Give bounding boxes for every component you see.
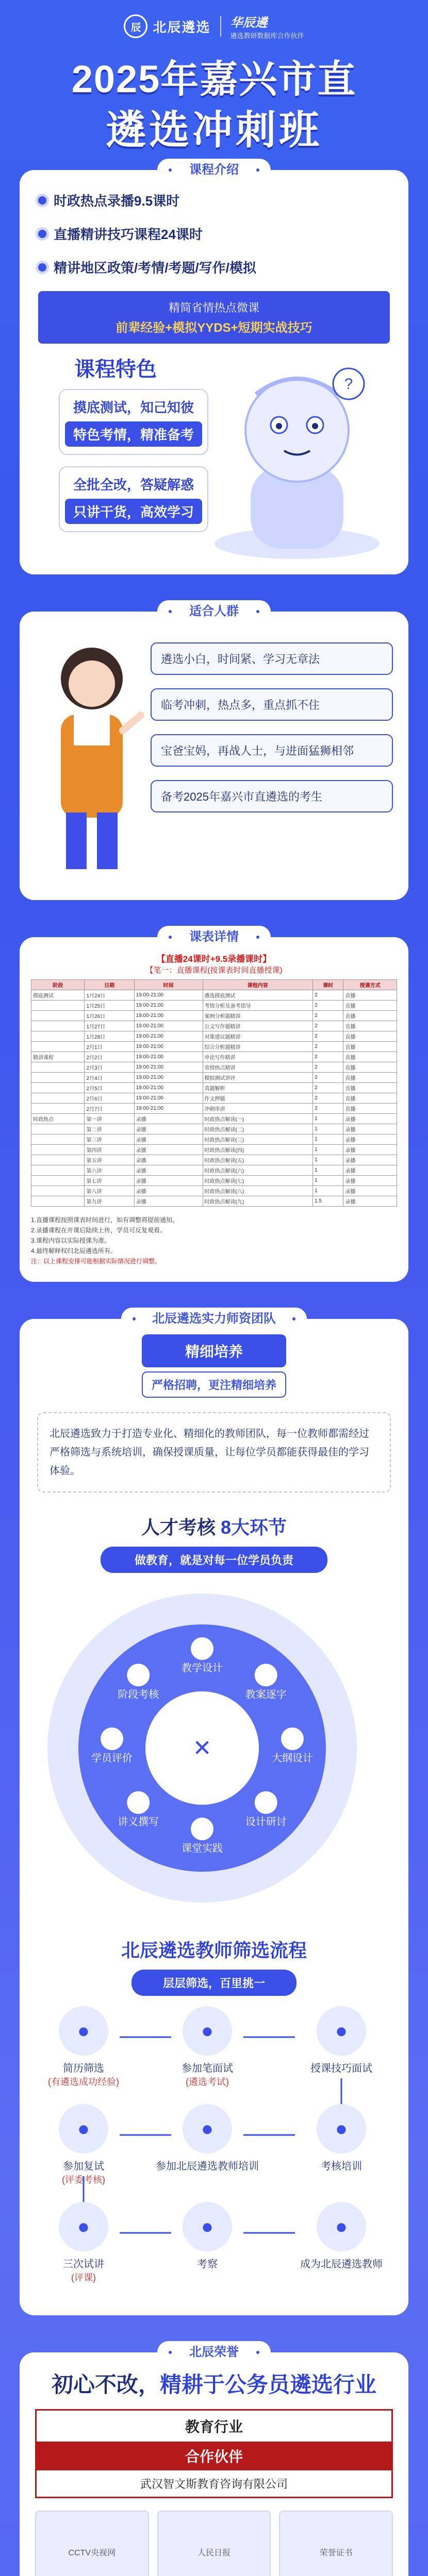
table-cell: 19:00-21:00 — [134, 1052, 203, 1062]
table-cell: 2月2日 — [85, 1052, 134, 1062]
talent-wheel — [37, 1583, 367, 1913]
hero — [0, 0, 428, 155]
flow-node — [156, 2202, 259, 2270]
table-header-cell: 课时 — [313, 980, 343, 990]
table-cell: 第六讲 — [85, 1165, 134, 1176]
table-cell: 1 — [313, 1155, 343, 1165]
brand-sub — [231, 12, 304, 40]
table-cell: 2 — [313, 1052, 343, 1062]
table-cell: 19:00-21:00 — [134, 1011, 203, 1021]
bullet-icon — [38, 263, 46, 272]
table-cell: 1月26日 — [85, 1011, 134, 1021]
table-cell: 1 — [313, 1186, 343, 1196]
table-cell: 第二讲 — [85, 1124, 134, 1134]
wheel-node-icon — [255, 1664, 277, 1686]
table-cell: 1月27日 — [85, 1021, 134, 1031]
flow-note: (遴选考试) — [186, 2077, 229, 2087]
table-cell — [31, 1104, 85, 1114]
table-row — [31, 1124, 397, 1134]
table-cell: 时政热点解读(六) — [203, 1165, 313, 1176]
teachers-tab-head: 精细培养 — [142, 1334, 286, 1367]
table-cell — [31, 1176, 85, 1186]
table-cell: 2 — [313, 990, 343, 1001]
table-cell: 录播 — [134, 1145, 203, 1155]
table-cell — [31, 1196, 85, 1207]
table-cell: 申论写作精讲 — [203, 1052, 313, 1062]
flow-node — [32, 2202, 135, 2284]
table-cell: 对策建议题精讲 — [203, 1031, 313, 1042]
table-cell: 2 — [313, 1042, 343, 1052]
honor-cell: 人民日报 — [157, 2511, 271, 2576]
flow-title: 北辰遴选教师筛选流程 — [121, 1940, 307, 1961]
table-cell: 第五讲 — [85, 1155, 134, 1165]
table-row — [31, 990, 397, 1001]
table-cell: 录播 — [343, 1165, 397, 1176]
wheel-node-icon — [101, 1727, 123, 1750]
wheel-label: 讲义撰写 — [118, 1816, 159, 1828]
honors-card — [20, 2352, 408, 2576]
table-cell: 考情分析及备考指导 — [203, 1001, 313, 1011]
table-cell — [31, 1042, 85, 1052]
note-line-red: 注：以上课程安排可能根据实际情况进行调整。 — [31, 1258, 161, 1265]
table-cell: 直播 — [343, 1042, 397, 1052]
table-cell: 2 — [313, 1021, 343, 1031]
flow-step-icon: ● — [317, 2006, 366, 2056]
table-cell: 2 — [313, 1011, 343, 1021]
table-cell: 时政热点解读(一) — [203, 1114, 313, 1124]
table-cell: 2 — [313, 1073, 343, 1083]
table-cell: 时政热点解读(九) — [203, 1196, 313, 1207]
table-cell: 直播 — [343, 990, 397, 1001]
table-row — [31, 1165, 397, 1176]
table-row — [31, 1062, 397, 1073]
flow-step-icon: ● — [317, 2202, 366, 2251]
table-cell: 综合分析题精讲 — [203, 1042, 313, 1052]
wheel-node-icon — [191, 1818, 213, 1840]
table-header-cell: 授课方式 — [343, 980, 397, 990]
flow-label: 参加复试 — [63, 2161, 104, 2172]
wheel-node-icon — [191, 1637, 213, 1660]
table-cell — [31, 1145, 85, 1155]
flow-label: 成为北辰遴选教师 — [300, 2259, 383, 2270]
flow-node — [156, 2104, 259, 2173]
brand-sub-title: 华辰遴 — [230, 16, 268, 30]
table-cell: 录播 — [343, 1124, 397, 1134]
table-cell: 录播 — [343, 1196, 397, 1207]
brand-logo-icon: 辰 — [124, 14, 147, 38]
table-cell: 录播 — [343, 1176, 397, 1186]
teachers-pill: 北辰遴选实力师资团队 — [121, 1308, 307, 1330]
honors-section — [0, 2341, 428, 2576]
table-row — [31, 1093, 397, 1104]
list-item: 时政热点录播9.5课时 — [38, 191, 390, 210]
table-cell: 1 — [313, 1176, 343, 1186]
flow-label: 参加北辰遴选教师培训 — [156, 2161, 259, 2172]
honor-cell: CCTV央视网 — [35, 2511, 149, 2576]
table-cell: 录播 — [134, 1176, 203, 1186]
table-cell: 作文押题 — [203, 1093, 313, 1104]
table-cell: 19:00-21:00 — [134, 1104, 203, 1114]
table-cell: 2 — [313, 1093, 343, 1104]
table-cell: 2 — [313, 1104, 343, 1114]
table-cell: 录播 — [343, 1134, 397, 1145]
table-cell: 2 — [313, 1062, 343, 1073]
table-cell: 冲刺串讲 — [203, 1104, 313, 1114]
feature-banner: 精简省情热点微课 前辈经验+模拟YYDS+短期实战技巧 — [38, 291, 390, 344]
suit-section — [0, 600, 428, 900]
table-cell: 直播 — [343, 1083, 397, 1093]
table-header-cell: 时间 — [134, 980, 203, 990]
intro-list — [38, 191, 390, 277]
table-cell: 第八讲 — [85, 1186, 134, 1196]
honor-cell: 荣誉证书 — [279, 2511, 393, 2576]
flow-label: 考察 — [197, 2259, 218, 2270]
table-cell: 1 — [313, 1134, 343, 1145]
table-cell: 直播 — [343, 1011, 397, 1021]
schedule-card — [20, 937, 408, 1282]
feature-box: 摸底测试，知己知彼 特色考情，精准备考 — [59, 389, 208, 455]
table-cell: 时政热点解读(四) — [203, 1145, 313, 1155]
table-row — [31, 1114, 397, 1124]
schedule-subhead: 【笔一：直播课程(按课表时间直播授课) — [145, 966, 283, 975]
table-cell: 时政热点解读(二) — [203, 1124, 313, 1134]
table-cell — [31, 1001, 85, 1011]
flow-node — [290, 2006, 393, 2075]
partner-certificate: 教育行业 合作伙伴 武汉智文斯教育咨询有限公司 — [35, 2409, 393, 2498]
table-cell: 录播 — [134, 1114, 203, 1124]
wheel-label: 学员评价 — [91, 1753, 133, 1764]
table-cell: 2月3日 — [85, 1062, 134, 1073]
note-line: 1.直播课程按照课表时间进行，如有调整将提前通知。 — [31, 1216, 179, 1224]
table-cell: 摸底测试 — [31, 990, 85, 1001]
svg-text:?: ? — [344, 376, 353, 393]
table-cell: 录播 — [134, 1186, 203, 1196]
schedule-notes — [31, 1215, 397, 1266]
teachers-section — [0, 1308, 428, 2315]
feature-area — [38, 291, 390, 569]
table-cell: 公文写作题精讲 — [203, 1021, 313, 1031]
table-cell: 19:00-21:00 — [134, 990, 203, 1001]
table-cell: 录播 — [343, 1145, 397, 1155]
list-item: 宝爸宝妈，再战人士，与进面猛狮相邻 — [151, 734, 393, 767]
table-row — [31, 1021, 397, 1031]
table-row — [31, 1176, 397, 1186]
table-cell — [31, 1093, 85, 1104]
table-cell: 1月25日 — [85, 1001, 134, 1011]
table-cell: 2月4日 — [85, 1073, 134, 1083]
flow-label: 参加笔面试 — [182, 2063, 233, 2074]
table-cell: 19:00-21:00 — [134, 1062, 203, 1073]
wheel-node-icon — [127, 1791, 150, 1814]
table-row — [31, 1001, 397, 1011]
table-cell: 1 — [313, 1145, 343, 1155]
feature-title: 课程特色 — [74, 358, 157, 381]
table-cell: 2 — [313, 1001, 343, 1011]
wheel-label: 大纲设计 — [272, 1753, 313, 1764]
table-cell: 第一讲 — [85, 1114, 134, 1124]
flow-step-icon: ● — [317, 2104, 366, 2154]
table-cell: 第七讲 — [85, 1176, 134, 1186]
table-body — [31, 990, 397, 1207]
table-cell — [31, 1186, 85, 1196]
table-cell — [31, 1021, 85, 1031]
table-cell: 精讲课程 — [31, 1052, 85, 1062]
table-cell: 1月28日 — [85, 1031, 134, 1042]
table-cell: 19:00-21:00 — [134, 1042, 203, 1052]
talent-title: 人才考核 8大环节 — [141, 1517, 287, 1538]
table-cell — [31, 1134, 85, 1145]
flow-label: 三次试讲 — [63, 2259, 104, 2270]
table-cell: 案例分析题精讲 — [203, 1011, 313, 1021]
flow-subtitle: 层层筛选，百里挑一 — [131, 1970, 297, 1996]
table-cell: 2月1日 — [85, 1042, 134, 1052]
suit-pill: 适合人群 — [157, 600, 271, 623]
flow-label: 授课技巧面试 — [310, 2063, 372, 2074]
table-row — [31, 1083, 397, 1093]
table-header-cell: 日期 — [85, 980, 134, 990]
wheel-label: 教学设计 — [182, 1663, 223, 1674]
table-cell: 1 — [313, 1114, 343, 1124]
table-cell: 19:00-21:00 — [134, 1073, 203, 1083]
table-cell: 遴选摸底测试 — [203, 990, 313, 1001]
flow-node — [32, 2104, 135, 2186]
flow-step-icon: ● — [183, 2104, 232, 2154]
table-cell: 时政热点解读(三) — [203, 1134, 313, 1145]
table-cell: 直播 — [343, 1104, 397, 1114]
table-cell: 时政热点解读(五) — [203, 1155, 313, 1165]
list-item: 精讲地区政策/考情/考题/写作/模拟 — [38, 258, 390, 277]
table-header-cell: 阶段 — [31, 980, 85, 990]
page-title: 2025年嘉兴市直 — [71, 58, 357, 100]
flow-step-icon: ● — [183, 2202, 232, 2251]
table-cell — [31, 1124, 85, 1134]
table-cell: 2月5日 — [85, 1083, 134, 1093]
table-cell: 19:00-21:00 — [134, 1093, 203, 1104]
table-cell: 2 — [313, 1031, 343, 1042]
intro-section — [0, 159, 428, 574]
flow-node — [290, 2202, 393, 2270]
bullet-icon — [38, 230, 46, 238]
brand-sub-desc: 遴选教研数据库合作伙伴 — [230, 32, 304, 40]
wheel-node-icon — [127, 1664, 150, 1686]
table-cell: 直播 — [343, 1001, 397, 1011]
intro-card — [20, 170, 408, 574]
table-cell: 第九讲 — [85, 1196, 134, 1207]
teachers-paragraph: 北辰遴选致力于打造专业化、精细化的教师团队，每一位教师都需经过严格筛选与系统培训，确保授课质量，让每位学员都能获得最佳的学习体验。 — [37, 1412, 391, 1493]
table-cell: 真题解析 — [203, 1083, 313, 1093]
wheel-label: 教案逐字 — [245, 1689, 287, 1701]
note-line: 4.最终解释权归北辰遴选所有。 — [31, 1247, 117, 1255]
table-cell — [31, 1031, 85, 1042]
table-cell: 模拟测试讲评 — [203, 1073, 313, 1083]
table-row — [31, 1042, 397, 1052]
table-cell — [31, 1011, 85, 1021]
brand-row — [0, 12, 428, 40]
bullet-icon — [38, 196, 46, 205]
brand-logo — [124, 14, 210, 38]
table-cell — [31, 1165, 85, 1176]
schedule-head: 【直播24课时+9.5录播课时】 — [156, 954, 272, 964]
wheel-label: 课堂实践 — [182, 1843, 223, 1854]
table-row — [31, 1196, 397, 1207]
table-cell: 录播 — [343, 1155, 397, 1165]
table-row — [31, 1155, 397, 1165]
teachers-tab-sub: 严格招聘，更注精细培养 — [142, 1371, 286, 1398]
table-cell: 第三讲 — [85, 1134, 134, 1145]
table-row — [31, 1073, 397, 1083]
table-cell — [31, 1073, 85, 1083]
teachers-card — [20, 1319, 408, 2315]
table-header-cell: 课程内容 — [203, 980, 313, 990]
schedule-pill: 课表详情 — [157, 926, 271, 948]
table-cell: 录播 — [134, 1155, 203, 1165]
flow-note: (评委考核) — [62, 2175, 105, 2185]
list-item: 临考冲刺，热点多，重点抓不住 — [151, 688, 393, 721]
table-cell: 录播 — [134, 1124, 203, 1134]
flow-note: (评课) — [71, 2273, 96, 2283]
schedule-table — [31, 979, 397, 1207]
table-cell: 1 — [313, 1165, 343, 1176]
honors-grid — [35, 2511, 393, 2576]
woman-illustration-icon — [25, 632, 159, 879]
table-row — [31, 1186, 397, 1196]
table-cell — [31, 1062, 85, 1073]
list-item: 遴选小白，时间紧、学习无章法 — [151, 642, 393, 675]
flow-node — [290, 2104, 393, 2173]
flow-step-icon: ● — [59, 2006, 108, 2056]
table-cell: 第四讲 — [85, 1145, 134, 1155]
table-cell: 2 — [313, 1083, 343, 1093]
flow-step-icon: ● — [59, 2104, 108, 2154]
flow-step-icon: ● — [59, 2202, 108, 2251]
table-cell: 19:00-21:00 — [134, 1021, 203, 1031]
table-cell: 19:00-21:00 — [134, 1083, 203, 1093]
flow-label: 简历筛选 — [63, 2063, 104, 2074]
table-cell: 时政热点解读(八) — [203, 1186, 313, 1196]
table-cell: 省情热点精讲 — [203, 1062, 313, 1073]
suit-card — [20, 612, 408, 900]
page-subtitle: 遴选冲刺班 — [105, 107, 322, 152]
table-cell: 2月6日 — [85, 1093, 134, 1104]
table-cell: 1月24日 — [85, 990, 134, 1001]
schedule-section — [0, 926, 428, 1282]
table-cell: 录播 — [134, 1196, 203, 1207]
brand-divider — [220, 16, 221, 37]
flow-step-icon: ● — [183, 2006, 232, 2056]
table-cell: 直播 — [343, 1093, 397, 1104]
flow-label: 考核培训 — [321, 2161, 362, 2172]
flow-node — [32, 2006, 135, 2088]
teacher-illustration-icon — [194, 348, 390, 564]
list-item: 备考2025年嘉兴市直遴选的考生 — [151, 780, 393, 812]
table-cell: 19:00-21:00 — [134, 1001, 203, 1011]
wheel-node-icon — [255, 1791, 277, 1814]
flow-node — [156, 2006, 259, 2088]
feature-box: 全批全改，答疑解惑 只讲干货，高效学习 — [59, 466, 208, 532]
flow-note: (有遴选成功经验) — [48, 2077, 119, 2087]
table-cell: 19:00-21:00 — [134, 1031, 203, 1042]
table-row — [31, 1052, 397, 1062]
table-cell: 直播 — [343, 1052, 397, 1062]
table-cell: 录播 — [343, 1186, 397, 1196]
flow-chart — [37, 2006, 391, 2295]
table-cell: 时政热点解读(七) — [203, 1176, 313, 1186]
note-line: 2.录播课程在开课后陆续上传，学员可反复观看。 — [31, 1227, 167, 1234]
wheel-label: 阶段考核 — [118, 1689, 159, 1701]
table-cell — [31, 1083, 85, 1093]
table-row — [31, 1104, 397, 1114]
table-row — [31, 1134, 397, 1145]
table-cell: 1.5 — [313, 1196, 343, 1207]
table-cell: 录播 — [343, 1114, 397, 1124]
table-row — [31, 1145, 397, 1155]
svg-text:✕: ✕ — [192, 1736, 212, 1761]
table-header-row — [31, 980, 397, 990]
table-row — [31, 1011, 397, 1021]
table-cell: 2月7日 — [85, 1104, 134, 1114]
table-cell: 录播 — [134, 1134, 203, 1145]
intro-pill: 课程介绍 — [157, 159, 271, 181]
table-cell: 直播 — [343, 1073, 397, 1083]
table-cell: 直播 — [343, 1031, 397, 1042]
note-line: 3.课程内容以实际授课为准。 — [31, 1237, 111, 1244]
table-cell: 时政热点 — [31, 1114, 85, 1124]
table-cell: 录播 — [134, 1165, 203, 1176]
table-cell: 直播 — [343, 1021, 397, 1031]
suit-list — [151, 642, 393, 826]
wheel-label: 设计研讨 — [245, 1816, 287, 1828]
brand-name: 北辰遴选 — [153, 19, 211, 35]
honors-pill: 北辰荣誉 — [157, 2341, 271, 2364]
honors-title: 初心不改，精耕于公务员遴选行业 — [51, 2372, 377, 2397]
table-cell — [31, 1155, 85, 1165]
wheel-node-icon — [281, 1727, 304, 1750]
talent-subtitle: 做教育，就是对每一位学员负责 — [101, 1547, 327, 1573]
table-cell: 1 — [313, 1124, 343, 1134]
table-row — [31, 1031, 397, 1042]
table-cell: 直播 — [343, 1062, 397, 1073]
list-item: 直播精讲技巧课程24课时 — [38, 224, 390, 243]
